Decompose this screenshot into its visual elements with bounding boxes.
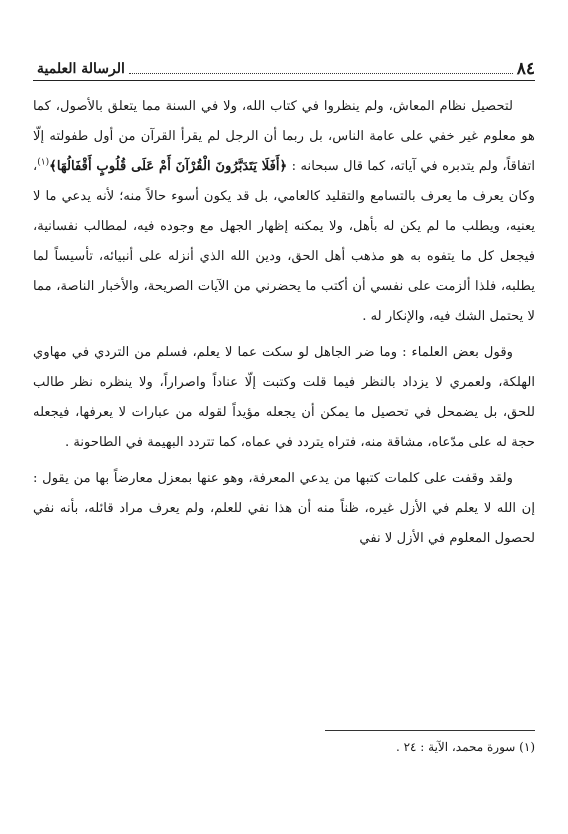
paragraph-1 xyxy=(33,92,535,332)
running-header xyxy=(33,52,535,78)
footnote-reference: (١) xyxy=(37,157,50,168)
header-dot-leader xyxy=(129,61,513,74)
body-text xyxy=(33,92,535,554)
page-number: ٨٤ xyxy=(516,59,535,79)
footnote-rule xyxy=(325,730,535,731)
paragraph-2: وقول بعض العلماء : وما ضر الجاهل لو سكت عما لا يعلم، فسلم من التردي في مهاوي الهلكة، ولعمري لا يزداد بالنظر فيما قلت وكتبت إلّا عناداً واصراراً، ولا ينظره نظر طالب للحق، بل يضمحل في تحصيل ما يمكن أن يجعله مؤيداً لقوله من عبارات لا يعرفها، فيجعله حجة له على مدّعاه، مشاقة منه، فتراه يتردد في عماه، كما تتردد البهيمة في الطاحونة . xyxy=(33,345,535,450)
paragraph-3: ولقد وقفت على كلمات كتبها من يدعي المعرفة، وهو عنها بمعزل معارضاً بها من يقول : إن الله لا يعلم في الأزل غيره، ظناً منه أن هذا نفي للعلم، ولم يعرف مراد قائله، بأنه نفي لحصول المعلوم في الأزل لا نفي xyxy=(33,471,535,546)
paragraph-1-after-quote: ، وكان يعرف ما يعرف بالتسامع والتقليد كالعامي، بل قد يكون أسوء حالاً منه؛ لأنه يدعي ما لا يعنيه، ويطلب ما لم يكن له بأهل، ولا يمكنه إظهار الجهل مع وجوده فيه، لمطالب نفسانية، فيجعل كل ما يتفوه به هو مذهب أهل الحق، ودين الله الذي أنزله على أنبيائه، تأسيساً لما يطلبه، فلذا ألزمت على نفسي أن أكتب ما يحضرني من الآيات الصريحة، والأخبار الناصة، مما لا يحتمل الشك فيه، والإنكار له . xyxy=(33,159,535,324)
paragraph-1-before-quote: لتحصيل نظام المعاش، ولم ينظروا في كتاب الله، ولا في السنة مما يتعلق بالأصول، كما هو معلوم غير خفي على عامة الناس، بل ربما أن الرجل لم يقرأ القرآن من أول طفولته إلّا اتفاقاً، ولم يتدبره في آياته، كما قال سبحانه : xyxy=(33,99,535,174)
running-title: الرسالة العلمية xyxy=(37,61,125,77)
quran-verse: ﴿أَفَلَا يَتَدَبَّرُونَ الْقُرْآنَ أَمْ عَلَى قُلُوبٍ أَقْفَالُهَا﴾ xyxy=(49,159,288,174)
footnote: (١) سورة محمد، الآية : ٢٤ . xyxy=(395,740,535,754)
header-rule xyxy=(33,80,535,81)
